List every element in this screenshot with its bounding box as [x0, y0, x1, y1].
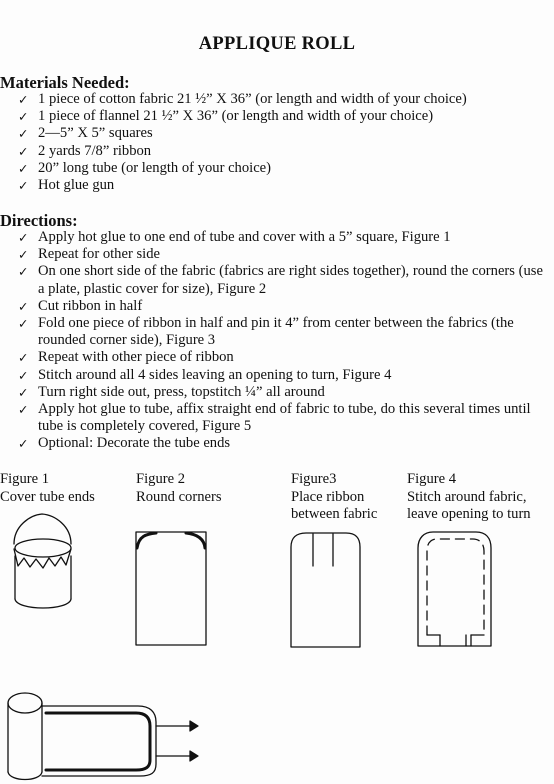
material-text: 2 yards 7/8” ribbon [38, 142, 152, 159]
figure-1-label [0, 471, 95, 506]
list-item [18, 160, 467, 177]
direction-text: Apply hot glue to one end of tube and cover with a 5” square, Figure 1 [38, 229, 451, 245]
figure-title: Figure 2 [136, 471, 186, 487]
checkmark-icon: ✓ [18, 402, 29, 418]
list-item [18, 401, 543, 435]
checkmark-icon: ✓ [18, 92, 29, 107]
checkmark-icon: ✓ [18, 298, 29, 314]
list-item [18, 143, 467, 160]
direction-text: On one short side of the fabric (fabrics are right sides together), round the corners (use [38, 263, 543, 280]
list-item [18, 349, 543, 366]
figure-4-label [407, 471, 531, 524]
material-text: 2—5” X 5” squares [38, 125, 153, 142]
figure-title: Figure 1 [0, 471, 50, 487]
materials-heading: Materials Needed: [0, 73, 130, 92]
checkmark-icon: ✓ [18, 178, 29, 194]
list-item [18, 91, 467, 108]
list-item [18, 177, 467, 194]
checkmark-icon: ✓ [18, 436, 29, 452]
list-item [18, 367, 543, 384]
figure-caption: between fabric [291, 506, 378, 523]
figure-title: Figure 4 [407, 471, 457, 487]
material-text: 20” long tube (or length of your choice) [38, 159, 272, 176]
checkmark-icon: ✓ [18, 143, 29, 159]
checkmark-icon: ✓ [18, 316, 29, 332]
checkmark-icon: ✓ [18, 264, 29, 280]
checkmark-icon: ✓ [18, 247, 29, 263]
direction-text-continued: tube is completely covered, Figure 5 [38, 418, 252, 435]
list-item [18, 298, 543, 315]
figure-title: Figure3 [291, 471, 337, 487]
checkmark-icon: ✓ [18, 367, 29, 383]
figure-caption: leave opening to turn [407, 506, 531, 523]
checkmark-icon: ✓ [18, 109, 29, 125]
direction-text: Repeat for other side [38, 246, 160, 263]
direction-text-continued: a plate, plastic cover for size), Figure 2 [38, 280, 267, 297]
list-item [18, 108, 467, 125]
direction-text: Turn right side out, press, topstitch ¼” all around [38, 383, 325, 400]
figure-caption: Round corners [136, 488, 222, 505]
material-text: 1 piece of cotton fabric 21 ½” X 36” (or length and width of your choice) [38, 91, 467, 107]
direction-text: Cut ribbon in half [38, 297, 143, 314]
list-item [18, 125, 467, 142]
checkmark-icon: ✓ [18, 350, 29, 366]
direction-text: Apply hot glue to tube, affix straight end of fabric to tube, do this several times until [38, 401, 531, 418]
directions-heading: Directions: [0, 211, 78, 230]
directions-list [18, 229, 543, 453]
list-item [18, 263, 543, 297]
list-item [18, 384, 543, 401]
checkmark-icon: ✓ [18, 126, 29, 142]
figure-3-label [291, 471, 377, 524]
figure-caption: Cover tube ends [0, 488, 95, 505]
direction-text: Optional: Decorate the tube ends [38, 435, 231, 452]
checkmark-icon: ✓ [18, 230, 29, 245]
figure-caption: Stitch around fabric, [407, 488, 527, 505]
figure-2-label [136, 471, 222, 506]
checkmark-icon: ✓ [18, 160, 29, 176]
page-title: APPLIQUE ROLL [198, 34, 356, 54]
list-item [18, 246, 543, 263]
material-text: Hot glue gun [38, 177, 115, 194]
direction-text-continued: rounded corner side), Figure 3 [38, 332, 216, 349]
direction-text: Stitch around all 4 sides leaving an opening to turn, Figure 4 [38, 366, 392, 383]
figure-caption: Place ribbon [291, 488, 365, 505]
list-item [18, 315, 543, 349]
materials-list [18, 91, 467, 194]
checkmark-icon: ✓ [18, 384, 29, 400]
list-item [18, 229, 543, 246]
material-text: 1 piece of flannel 21 ½” X 36” (or length and width of your choice) [38, 108, 434, 125]
list-item [18, 435, 543, 452]
direction-text: Repeat with other piece of ribbon [38, 349, 234, 366]
direction-text: Fold one piece of ribbon in half and pin it 4” from center between the fabrics (the [38, 315, 514, 332]
